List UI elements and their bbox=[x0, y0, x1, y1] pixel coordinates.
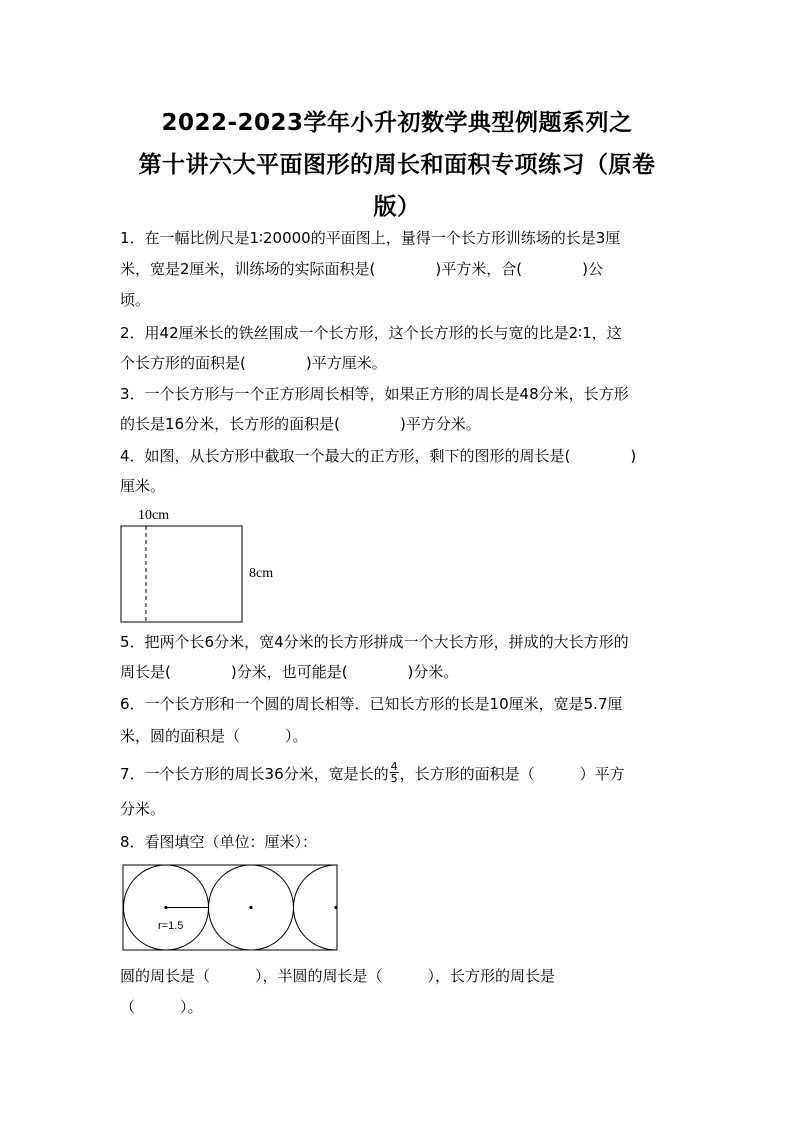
q1-line-2: 米，宽是2厘米，训练场的实际面积是( )平方米，合( )公 bbox=[120, 260, 603, 278]
center-dot-middle bbox=[249, 906, 252, 909]
radius-label: r=1.5 bbox=[158, 920, 184, 932]
center-dot-left bbox=[164, 906, 167, 909]
q8-line-1: 8．看图填空（单位：厘米）： bbox=[120, 833, 318, 851]
q4-line-1: 4．如图，从长方形中截取一个最大的正方形，剩下的图形的周长是( ) bbox=[120, 447, 637, 465]
q2-line-1: 2．用42厘米长的铁丝围成一个长方形，这个长方形的长与宽的比是2∶1，这 bbox=[120, 324, 622, 342]
q5-line-1: 5．把两个长6分米，宽4分米的长方形拼成一个大长方形，拼成的大长方形的 bbox=[120, 633, 629, 651]
q2-line-2: 个长方形的面积是( )平方厘米。 bbox=[120, 354, 387, 372]
title-line-2: 第十讲六大平面图形的周长和面积专项练习（原卷 bbox=[138, 152, 656, 178]
q7-line-2: 分米。 bbox=[120, 800, 166, 818]
center-dot-right bbox=[334, 906, 337, 909]
q6-line-1: 6．一个长方形和一个圆的周长相等．已知长方形的长是10厘米，宽是5.7厘 bbox=[120, 695, 623, 713]
title-line-3: 版） bbox=[373, 194, 421, 220]
q1-line-3: 顷。 bbox=[120, 291, 151, 309]
q7-text-before: 7．一个长方形的周长36分米，宽是长的 bbox=[120, 765, 389, 783]
q4-line-2: 厘米。 bbox=[120, 477, 166, 495]
q3-line-1: 3．一个长方形与一个正方形周长相等，如果正方形的周长是48分米，长方形 bbox=[120, 385, 629, 403]
q1-line-1: 1．在一幅比例尺是1∶20000的平面图上，量得一个长方形训练场的长是3厘 bbox=[120, 229, 621, 247]
rect-width-label: 10cm bbox=[138, 508, 170, 523]
enclosing-rectangle bbox=[123, 865, 337, 950]
q3-line-2: 的长是16分米，长方形的面积是( )平方分米。 bbox=[120, 415, 481, 433]
q8-answer-line-1: 圆的周长是（ ），半圆的周长是（ ），长方形的周长是 bbox=[120, 967, 556, 985]
fraction-denominator: 5 bbox=[390, 772, 398, 785]
q8-answer-line-2: （ ）。 bbox=[120, 998, 203, 1016]
q7-text-after: ，长方形的面积是（ ）平方 bbox=[399, 765, 625, 783]
rect-height-label: 8cm bbox=[249, 566, 274, 581]
q6-line-2: 米，圆的面积是（ ）。 bbox=[120, 727, 308, 745]
q5-line-2: 周长是( )分米，也可能是( )分米。 bbox=[120, 663, 459, 681]
fraction-numerator: 4 bbox=[390, 760, 398, 773]
title-line-1: 2022-2023学年小升初数学典型例题系列之 bbox=[161, 110, 633, 136]
